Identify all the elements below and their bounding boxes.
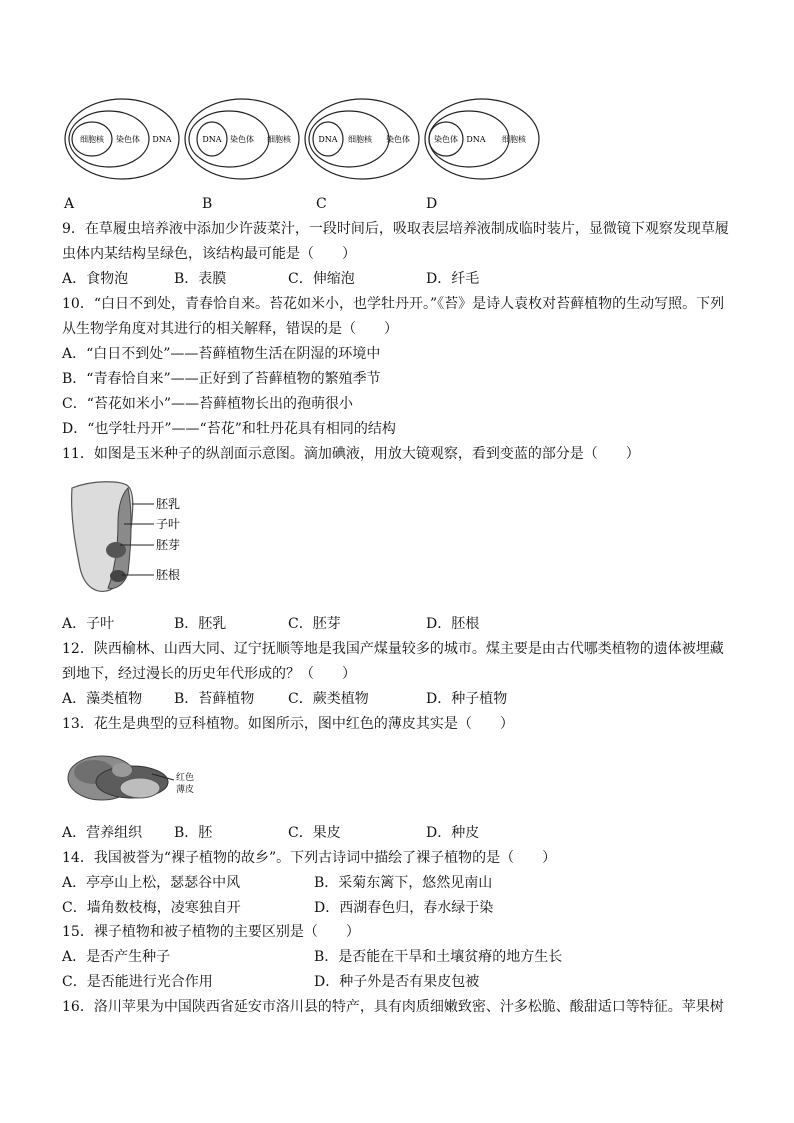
diagram-b-middle: 染色体 <box>230 135 254 144</box>
q14-option-c[interactable]: C．墙角数枝梅，凌寒独自开 <box>62 900 241 916</box>
q9-stem-line1: 9．在草履虫培养液中添加少许菠菜汁，一段时间后，吸取表层培养液制成临时装片，显微镜下观察发现草履 <box>62 221 729 237</box>
q10-option-b[interactable]: B．“青春恰自来”——正好到了苔藓植物的繁殖季节 <box>62 371 381 387</box>
q15-option-c[interactable]: C．是否能进行光合作用 <box>62 974 213 990</box>
label-cotyledon: 子叶 <box>156 517 181 531</box>
q13-option-d[interactable]: D．种皮 <box>426 825 480 841</box>
label-thin-skin: 薄皮 <box>176 785 195 795</box>
diagram-d <box>425 99 539 179</box>
q12-option-a[interactable]: A．藻类植物 <box>62 691 143 707</box>
q15-option-a[interactable]: A．是否产生种子 <box>62 949 171 965</box>
q11-option-a[interactable]: A．子叶 <box>62 616 115 632</box>
q13-option-a[interactable]: A．营养组织 <box>62 825 143 841</box>
q11-option-d[interactable]: D．胚根 <box>426 616 480 632</box>
q12-option-b[interactable]: B．苔藓植物 <box>174 691 255 707</box>
diagram-b-outer: 细胞核 <box>267 135 291 144</box>
q11-option-b[interactable]: B．胚乳 <box>174 616 227 632</box>
q10-option-d[interactable]: D．“也学牡丹开”——“苔花”和牡丹花具有相同的结构 <box>62 421 396 437</box>
peanut-figure <box>62 740 212 810</box>
diagram-a-middle: 染色体 <box>116 135 140 144</box>
diagram-a-inner: 细胞核 <box>80 135 104 144</box>
concentric-diagrams <box>62 96 552 186</box>
diagram-letter-c[interactable]: C <box>316 196 327 212</box>
label-radicle: 胚根 <box>156 568 181 582</box>
q13-option-b[interactable]: B．胚 <box>174 825 213 841</box>
q10-stem-line2: 从生物学角度对其进行的相关解释，错误的是（ ） <box>62 321 398 337</box>
q15-stem: 15．裸子植物和被子植物的主要区别是（ ） <box>62 924 360 940</box>
q14-option-b[interactable]: B．采菊东篱下，悠然见南山 <box>314 875 493 891</box>
label-plumule: 胚芽 <box>156 538 181 552</box>
q10-option-a[interactable]: A．“白日不到处”——苔藓植物生活在阴湿的环境中 <box>62 346 381 362</box>
diagram-a <box>65 99 179 179</box>
q14-option-a[interactable]: A．亭亭山上松，瑟瑟谷中风 <box>62 875 241 891</box>
q9-option-a[interactable]: A．食物泡 <box>62 271 129 287</box>
diagram-c-middle: 细胞核 <box>348 135 372 144</box>
q15-option-b[interactable]: B．是否能在干旱和土壤贫瘠的地方生长 <box>314 949 563 965</box>
diagram-d-inner: 染色体 <box>434 135 458 144</box>
q11-option-c[interactable]: C．胚芽 <box>288 616 341 632</box>
q16-stem-line1: 16．洛川苹果为中国陕西省延安市洛川县的特产，具有肉质细嫩致密、汁多松脆、酸甜适口等特征。苹果树 <box>62 999 724 1015</box>
q13-stem: 13．花生是典型的豆科植物。如图所示，图中红色的薄皮其实是（ ） <box>62 716 514 732</box>
q10-stem-line1: 10．“白日不到处，青春恰自来。苔花如米小，也学牡丹开。”《苔》是诗人袁枚对苔藓植物的生动写照。下列 <box>62 296 725 312</box>
corn-seed-figure <box>62 478 202 598</box>
q9-stem-line2: 虫体内某结构呈绿色，该结构最可能是（ ） <box>62 246 356 262</box>
q14-option-d[interactable]: D．西湖春色归，春水绿于染 <box>314 900 494 916</box>
q12-option-c[interactable]: C．蕨类植物 <box>288 691 369 707</box>
diagram-c-outer: 染色体 <box>386 135 410 144</box>
q15-option-d[interactable]: D．种子外是否有果皮包被 <box>314 974 480 990</box>
label-red: 红色 <box>176 773 195 783</box>
q13-option-c[interactable]: C．果皮 <box>288 825 341 841</box>
diagram-d-outer: 细胞核 <box>502 135 526 144</box>
q12-stem-line2: 到地下，经过漫长的历史年代形成的？（ ） <box>62 666 356 682</box>
q14-stem: 14．我国被誉为“裸子植物的故乡”。下列古诗词中描绘了裸子植物的是（ ） <box>62 850 557 866</box>
diagram-b <box>185 99 299 179</box>
q9-option-d[interactable]: D．纤毛 <box>426 271 480 287</box>
diagram-letter-b[interactable]: B <box>202 196 213 212</box>
diagram-c-inner: DNA <box>318 135 338 144</box>
q9-option-c[interactable]: C．伸缩泡 <box>288 271 355 287</box>
q10-option-c[interactable]: C．“苔花如米小”——苔藓植物长出的孢萌很小 <box>62 396 354 412</box>
q12-stem-line1: 12．陕西榆林、山西大同、辽宁抚顺等地是我国产煤量较多的城市。煤主要是由古代哪类植物的遗体被埋藏 <box>62 641 724 657</box>
diagram-a-outer: DNA <box>152 135 172 144</box>
diagram-letter-a[interactable]: A <box>64 196 75 212</box>
diagram-c <box>305 99 419 179</box>
q9-option-b[interactable]: B．表膜 <box>174 271 227 287</box>
diagram-b-inner: DNA <box>202 135 222 144</box>
diagram-d-middle: DNA <box>466 135 486 144</box>
q11-stem: 11．如图是玉米种子的纵剖面示意图。滴加碘液，用放大镜观察，看到变蓝的部分是（ ） <box>62 446 640 462</box>
label-endosperm: 胚乳 <box>156 497 181 511</box>
q12-option-d[interactable]: D．种子植物 <box>426 691 508 707</box>
diagram-letter-d[interactable]: D <box>426 196 438 212</box>
